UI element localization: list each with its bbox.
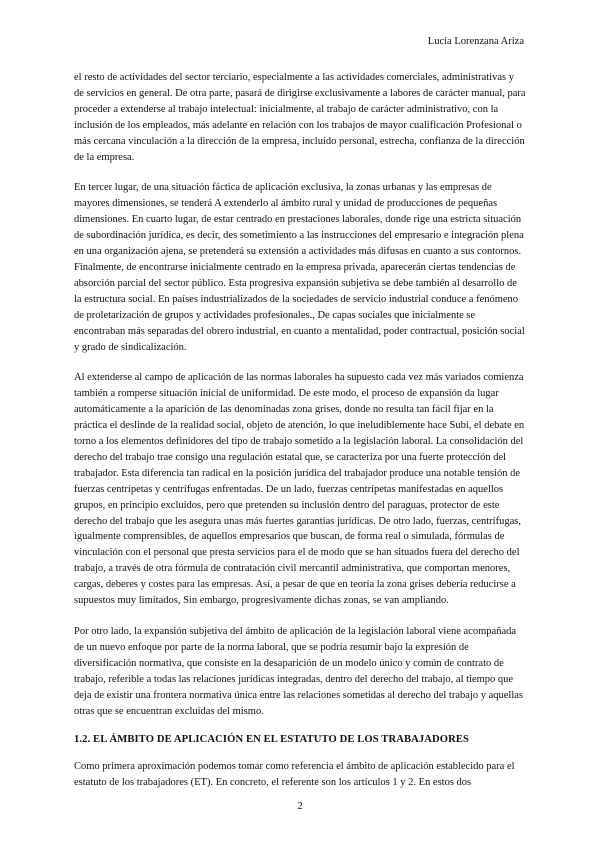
page-number: 2 [297, 800, 303, 812]
body-paragraph: Por otro lado, la expansión subjetiva del ámbito de aplicación de la legislación laboral viene acompañada de un nuevo enfoque por parte de la norma laboral, que se podría resumir bajo la expresión de diversificación normativa, que consiste en la desaparición de un modelo único y común de contrato de trabajo, referible a todas las relaciones jurídicas integradas, dentro del derecho del trabajo, al tiempo que deja de existir una frontera normativa única entre las relaciones sometidas al derecho del trabajo y aquellas otras que se encuentran excluidas del mismo. [74, 626, 523, 717]
body-paragraph: En tercer lugar, de una situación fáctica de aplicación exclusiva, la zonas urbanas y las empresas de mayores dimensiones, se tenderá A extenderlo al ámbito rural y unidad de producciones de pequeñas dimensiones. En cuarto lugar, de estar centrado en prestaciones laborales, donde rige una estricta situación de subordinación jurídica, es decir, des sometimiento a las instrucciones del empresario e integración plena en una organización ajena, se pretenderá su extensión a actividades más difusas en cuanto a sus contornos. Finalmente, de encontrarse inicialmente centrado en la empresa privada, aparecerán ciertas tendencias de absorción parcial del sector público. Esta progresiva expansión subjetiva se debe también al desarrollo de la estructura social. En países industrializados de la sociedades de servicio industrial conduce a fenómeno de proletarización de grupos y actividades profesionales., De capas sociales que inicialmente se encontraban más separadas del obrero industrial, en cuanto a mentalidad, poder contractual, posición social y grado de sindicalización. [74, 182, 525, 353]
body-paragraph: Como primera aproximación podemos tomar como referencia el ámbito de aplicación establecido para el estatuto de los trabajadores (ET). En concreto, el referente son los artículos 1 y 2. En estos dos [74, 761, 515, 789]
document-body [74, 70, 526, 806]
running-header-author: Lucía Lorenzana Ariza [427, 36, 524, 47]
body-paragraph: Al extenderse al campo de aplicación de las normas laborales ha supuesto cada vez más variados comienza también a romperse situación inicial de uniformidad. De este modo, el proceso de expansión da lugar automáticamente a la aparición de las denominadas zona grises, donde no resulta tan fácil fijar en la práctica el deslinde de la realidad social, objeto de atención, lo que ineludiblemente hace Subi, el debate en torno a los elementos definidores del tipo de trabajo sometido a la legislación laboral. La consolidación del derecho del trabajo trae consigo una regulación estatal que, se caracteriza por una fuerte protección del trabajador. Esta diferencia tan radical en la posición jurídica del trabajador produce una notable tensión de fuerzas centrípetas y centrífugas enfrentadas. De un lado, fuerzas centrípetas manifestadas en aquellos grupos, en principio excluidos, pero que pretenden su inclusión dentro del paraguas, protector de este derecho del trabajo que les asegura unas más fuertes garantías jurídicas. De otro lado, fuerzas, centrífugas, igualmente comprensibles, de aquellos empresarios que buscan, de forma real o simulada, fórmulas de vinculación con el personal que presta servicios para el de modo que se han situados fuera del derecho del trabajo, a través de otra fórmula de contratación civil mercantil administrativa, que comportan menores, cargas, deberes y costes para las empresas. Así, a pesar de que en teoría la zona grises debería reducirse a supuestos muy limitados, Sin embargo, progresivamente dichas zonas, se van ampliando. [74, 372, 525, 607]
section-heading: 1.2. EL ÁMBITO DE APLICACIÓN EN EL ESTATUTO DE LOS TRABAJADORES [74, 734, 470, 746]
body-paragraph: el resto de actividades del sector terciario, especialmente a las actividades comerciales, administrativas y de servicios en general. De otra parte, pasará de dirigirse exclusivamente a labores de carácter manual, para proceder a extenderse al trabajo intelectual: inicialmente, al trabajo de carácter administrativo, con la inclusión de los empleados, más adelante en relación con los trabajos de mayor cualificación Profesional o más cercana vinculación a la dirección de la empresa, incluido personal, estrecha, confianza de la dirección de la empresa. [74, 72, 526, 163]
